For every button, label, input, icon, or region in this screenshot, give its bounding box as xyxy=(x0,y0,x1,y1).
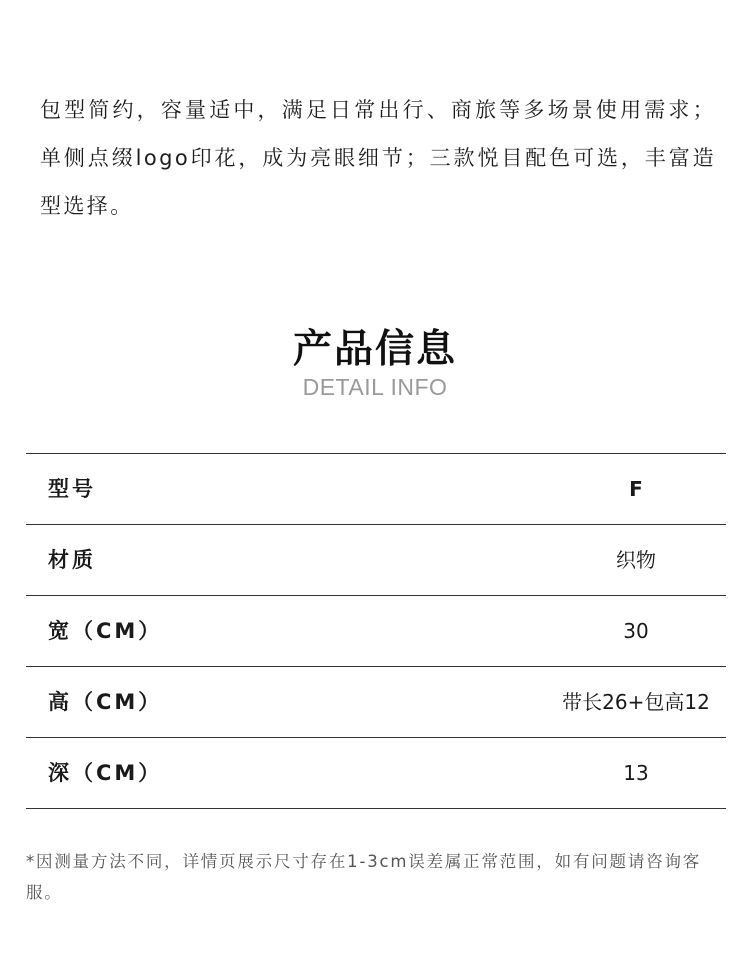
spec-row-material xyxy=(26,525,726,596)
section-title: 产品信息 xyxy=(292,327,457,372)
spec-row-height xyxy=(26,667,726,738)
spec-row-width xyxy=(26,596,726,667)
spec-label: 型号 xyxy=(48,477,96,501)
spec-table xyxy=(26,453,726,809)
measurement-footnote: *因测量方法不同，详情页展示尺寸存在1-3cm误差属正常范围，如有问题请咨询客服。 xyxy=(26,852,702,902)
spec-value: 13 xyxy=(623,761,649,785)
spec-label: 高（CM） xyxy=(48,690,163,714)
spec-label: 深（CM） xyxy=(48,761,163,785)
spec-label: 宽（CM） xyxy=(48,619,163,643)
spec-row-depth xyxy=(26,738,726,809)
spec-value: 带长26+包高12 xyxy=(562,690,710,714)
product-description: 包型简约，容量适中，满足日常出行、商旅等多场景使用需求；单侧点缀logo印花，成为亮眼细节；三款悦目配色可选，丰富造型选择。 xyxy=(40,98,716,218)
section-subtitle: DETAIL INFO xyxy=(302,374,448,400)
spec-value: 30 xyxy=(623,619,649,643)
spec-value: 织物 xyxy=(616,548,656,572)
spec-row-model xyxy=(26,454,726,525)
spec-value: F xyxy=(629,477,643,501)
spec-label: 材质 xyxy=(48,548,96,572)
